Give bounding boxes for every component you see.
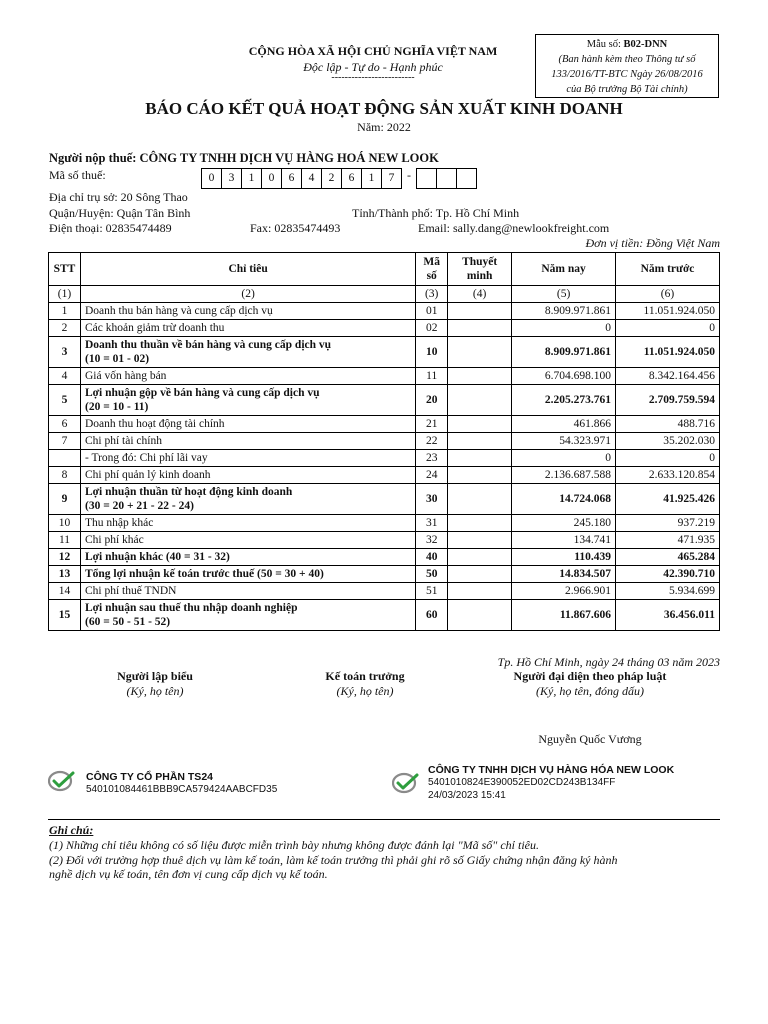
tax-code-digit: 6 — [341, 168, 362, 189]
tax-code-digit: 2 — [321, 168, 342, 189]
tax-code-digit: 1 — [241, 168, 262, 189]
row-previous-year: 11.051.924.050 — [616, 337, 720, 368]
row-item: Lợi nhuận thuần từ hoạt động kinh doanh (30 = 20 + 21 - 22 - 24) — [80, 484, 415, 515]
tax-code-label: Mã số thuế: — [49, 168, 106, 182]
form-code: Mẫu số: B02-DNN — [586, 39, 668, 50]
row-note — [448, 320, 512, 337]
row-stt: 13 — [49, 566, 81, 583]
row-item: Chi phí quản lý kinh doanh — [80, 467, 415, 484]
row-item: Các khoản giảm trừ doanh thu — [80, 320, 415, 337]
signer-2-date: 24/03/2023 15:41 — [428, 790, 506, 801]
row-item: Chi phí khác — [80, 532, 415, 549]
table-index-row — [49, 286, 720, 303]
row-code: 40 — [416, 549, 448, 566]
row-item: Giá vốn hàng bán — [80, 368, 415, 385]
tax-code-digit: 4 — [301, 168, 322, 189]
legal-rep-title: Người đại diện theo pháp luật — [513, 669, 667, 683]
table-row — [49, 433, 720, 450]
row-item: Thu nhập khác — [80, 515, 415, 532]
table-row — [49, 583, 720, 600]
row-note — [448, 600, 512, 631]
row-stt: 1 — [49, 303, 81, 320]
tax-code-branch-box — [416, 168, 437, 189]
row-note — [448, 532, 512, 549]
row-code: 51 — [416, 583, 448, 600]
legal-rep-subtitle: (Ký, họ tên, đóng dấu) — [536, 684, 644, 698]
index-cell: (4) — [448, 286, 512, 303]
table-row — [49, 515, 720, 532]
header-code: Mã số — [416, 253, 448, 286]
row-note — [448, 484, 512, 515]
report-year: Năm: 2022 — [357, 120, 411, 134]
table-row — [49, 549, 720, 566]
place-date: Tp. Hồ Chí Minh, ngày 24 tháng 03 năm 2023 — [497, 655, 720, 669]
row-previous-year: 0 — [616, 320, 720, 337]
note-2-line2: nghề dịch vụ kế toán, tên đơn vị cung cấp dịch vụ kế toán. — [49, 867, 328, 881]
row-item: Doanh thu bán hàng và cung cấp dịch vụ — [80, 303, 415, 320]
row-note — [448, 433, 512, 450]
table-row — [49, 368, 720, 385]
row-stt: 3 — [49, 337, 81, 368]
row-item: Doanh thu thuần về bán hàng và cung cấp dịch vụ (10 = 01 - 02) — [80, 337, 415, 368]
taxpayer-line: Người nộp thuế: CÔNG TY TNHH DỊCH VỤ HÀNG HOÁ NEW LOOK — [49, 151, 439, 165]
row-note — [448, 515, 512, 532]
form-circular-line1: (Ban hành kèm theo Thông tư số — [558, 54, 696, 65]
tax-code-digit: 6 — [281, 168, 302, 189]
note-2-line1: (2) Đối với trường hợp thuê dịch vụ làm kế toán, làm kế toán trưởng thì phải ghi rõ số Giấy chứng nhận đăng ký hành — [49, 853, 618, 867]
row-previous-year: 36.456.011 — [616, 600, 720, 631]
row-stt: 4 — [49, 368, 81, 385]
tax-code-branch-box — [436, 168, 457, 189]
row-item: Lợi nhuận sau thuế thu nhập doanh nghiệp (60 = 50 - 51 - 52) — [80, 600, 415, 631]
row-stt: 7 — [49, 433, 81, 450]
row-code: 32 — [416, 532, 448, 549]
row-previous-year: 35.202.030 — [616, 433, 720, 450]
header-note: Thuyết minh — [448, 253, 512, 286]
email: Email: sally.dang@newlookfreight.com — [418, 221, 610, 235]
preparer-subtitle: (Ký, họ tên) — [126, 684, 184, 698]
table-row — [49, 450, 720, 467]
row-current-year: 2.966.901 — [512, 583, 616, 600]
tax-code-branch-box — [456, 168, 477, 189]
row-item: Tổng lợi nhuận kế toán trước thuế (50 = 30 + 40) — [80, 566, 415, 583]
row-code: 60 — [416, 600, 448, 631]
row-previous-year: 2.633.120.854 — [616, 467, 720, 484]
row-item: Lợi nhuận khác (40 = 31 - 32) — [80, 549, 415, 566]
fax: Fax: 02835474493 — [250, 221, 341, 235]
signer-1-company: CÔNG TY CỔ PHẦN TS24 — [86, 771, 213, 783]
row-code: 21 — [416, 416, 448, 433]
table-header-row — [49, 253, 720, 286]
row-current-year: 54.323.971 — [512, 433, 616, 450]
index-cell: (1) — [49, 286, 81, 303]
table-row — [49, 320, 720, 337]
header-item: Chỉ tiêu — [80, 253, 415, 286]
tax-code-boxes — [201, 168, 477, 189]
digital-signature-check-icon — [48, 770, 76, 792]
preparer-title: Người lập biểu — [117, 669, 193, 683]
signer-2-company: CÔNG TY TNHH DỊCH VỤ HÀNG HÓA NEW LOOK — [428, 764, 675, 776]
row-stt: 11 — [49, 532, 81, 549]
row-stt: 8 — [49, 467, 81, 484]
currency-unit: Đơn vị tiền: Đồng Việt Nam — [585, 236, 720, 250]
row-code: 24 — [416, 467, 448, 484]
row-item: Chi phí tài chính — [80, 433, 415, 450]
motto-underline: ------------------------- — [331, 72, 415, 83]
tax-code-digit: 1 — [361, 168, 382, 189]
form-circular-line2: 133/2016/TT-BTC Ngày 26/08/2016 — [551, 69, 703, 80]
row-current-year: 245.180 — [512, 515, 616, 532]
row-item: Chi phí thuế TNDN — [80, 583, 415, 600]
district: Quận/Huyện: Quận Tân Bình — [49, 206, 191, 220]
index-cell: (6) — [616, 286, 720, 303]
row-item: - Trong đó: Chi phí lãi vay — [80, 450, 415, 467]
tax-code-digit: 3 — [221, 168, 242, 189]
row-code: 50 — [416, 566, 448, 583]
row-previous-year: 471.935 — [616, 532, 720, 549]
income-statement-table — [48, 252, 720, 631]
table-body — [49, 303, 720, 631]
row-code: 30 — [416, 484, 448, 515]
address: Địa chỉ trụ sở: 20 Sông Thao — [49, 190, 188, 204]
row-code: 10 — [416, 337, 448, 368]
row-code: 22 — [416, 433, 448, 450]
tax-code-digit: 0 — [261, 168, 282, 189]
note-1: (1) Những chỉ tiêu không có số liệu được miễn trình bày nhưng không được đánh lại "Mã số" chỉ tiêu. — [49, 838, 539, 852]
table-row — [49, 303, 720, 320]
row-code: 23 — [416, 450, 448, 467]
country-name: CỘNG HÒA XÃ HỘI CHỦ NGHĨA VIỆT NAM — [248, 44, 498, 58]
row-code: 20 — [416, 385, 448, 416]
form-code-box — [535, 34, 719, 98]
row-note — [448, 566, 512, 583]
row-current-year: 8.909.971.861 — [512, 337, 616, 368]
table-row — [49, 566, 720, 583]
row-current-year: 8.909.971.861 — [512, 303, 616, 320]
row-current-year: 0 — [512, 450, 616, 467]
row-stt: 2 — [49, 320, 81, 337]
row-code: 31 — [416, 515, 448, 532]
row-previous-year: 2.709.759.594 — [616, 385, 720, 416]
form-circular-line3: của Bộ trưởng Bộ Tài chính) — [566, 84, 688, 95]
header-previous-year: Năm trước — [616, 253, 720, 286]
table-row — [49, 532, 720, 549]
index-cell: (2) — [80, 286, 415, 303]
row-code: 02 — [416, 320, 448, 337]
row-stt: 10 — [49, 515, 81, 532]
row-stt: 9 — [49, 484, 81, 515]
row-note — [448, 303, 512, 320]
row-code: 01 — [416, 303, 448, 320]
row-stt: 6 — [49, 416, 81, 433]
index-cell: (3) — [416, 286, 448, 303]
row-note — [448, 385, 512, 416]
motto: Độc lập - Tự do - Hạnh phúc — [303, 60, 443, 74]
index-cell: (5) — [512, 286, 616, 303]
row-stt — [49, 450, 81, 467]
table-row — [49, 467, 720, 484]
row-previous-year: 488.716 — [616, 416, 720, 433]
row-current-year: 110.439 — [512, 549, 616, 566]
row-note — [448, 549, 512, 566]
table-row — [49, 416, 720, 433]
phone: Điện thoại: 02835474489 — [49, 221, 172, 235]
row-current-year: 11.867.606 — [512, 600, 616, 631]
chief-accountant-subtitle: (Ký, họ tên) — [336, 684, 394, 698]
chief-accountant-title: Kế toán trưởng — [325, 669, 405, 683]
notes-title: Ghi chú: — [49, 823, 94, 837]
row-current-year: 14.724.068 — [512, 484, 616, 515]
header-current-year: Năm nay — [512, 253, 616, 286]
table-row — [49, 600, 720, 631]
row-current-year: 461.866 — [512, 416, 616, 433]
table-row — [49, 484, 720, 515]
row-stt: 12 — [49, 549, 81, 566]
digital-signature-check-icon — [392, 772, 420, 794]
row-previous-year: 8.342.164.456 — [616, 368, 720, 385]
taxpayer-name: CÔNG TY TNHH DỊCH VỤ HÀNG HOÁ NEW LOOK — [139, 151, 439, 165]
row-current-year: 6.704.698.100 — [512, 368, 616, 385]
row-current-year: 2.136.687.588 — [512, 467, 616, 484]
row-stt: 14 — [49, 583, 81, 600]
table-row — [49, 337, 720, 368]
row-previous-year: 5.934.699 — [616, 583, 720, 600]
tax-code-digit: 0 — [201, 168, 222, 189]
row-previous-year: 937.219 — [616, 515, 720, 532]
row-previous-year: 41.925.426 — [616, 484, 720, 515]
table-row — [49, 385, 720, 416]
signer-1-serial: 540101084461BBB9CA579424AABCFD35 — [86, 784, 278, 795]
row-current-year: 14.834.507 — [512, 566, 616, 583]
row-current-year: 134.741 — [512, 532, 616, 549]
row-note — [448, 416, 512, 433]
signer-2-serial: 5401010824E390052ED02CD243B134FF — [428, 777, 616, 788]
tax-code-digit: 7 — [381, 168, 402, 189]
header-stt: STT — [49, 253, 81, 286]
report-title: BÁO CÁO KẾT QUẢ HOẠT ĐỘNG SẢN XUẤT KINH DOANH — [145, 99, 623, 118]
row-previous-year: 465.284 — [616, 549, 720, 566]
row-note — [448, 467, 512, 484]
row-current-year: 2.205.273.761 — [512, 385, 616, 416]
row-current-year: 0 — [512, 320, 616, 337]
city: Tỉnh/Thành phố: Tp. Hồ Chí Minh — [352, 206, 520, 220]
row-note — [448, 583, 512, 600]
legal-rep-name: Nguyễn Quốc Vương — [538, 732, 642, 746]
row-item: Doanh thu hoạt động tài chính — [80, 416, 415, 433]
notes-divider — [48, 819, 720, 820]
row-note — [448, 368, 512, 385]
tax-code-dash: - — [407, 168, 411, 182]
row-code: 11 — [416, 368, 448, 385]
row-stt: 15 — [49, 600, 81, 631]
row-item: Lợi nhuận gộp về bán hàng và cung cấp dịch vụ (20 = 10 - 11) — [80, 385, 415, 416]
row-stt: 5 — [49, 385, 81, 416]
row-previous-year: 0 — [616, 450, 720, 467]
row-note — [448, 450, 512, 467]
row-previous-year: 11.051.924.050 — [616, 303, 720, 320]
row-previous-year: 42.390.710 — [616, 566, 720, 583]
row-note — [448, 337, 512, 368]
